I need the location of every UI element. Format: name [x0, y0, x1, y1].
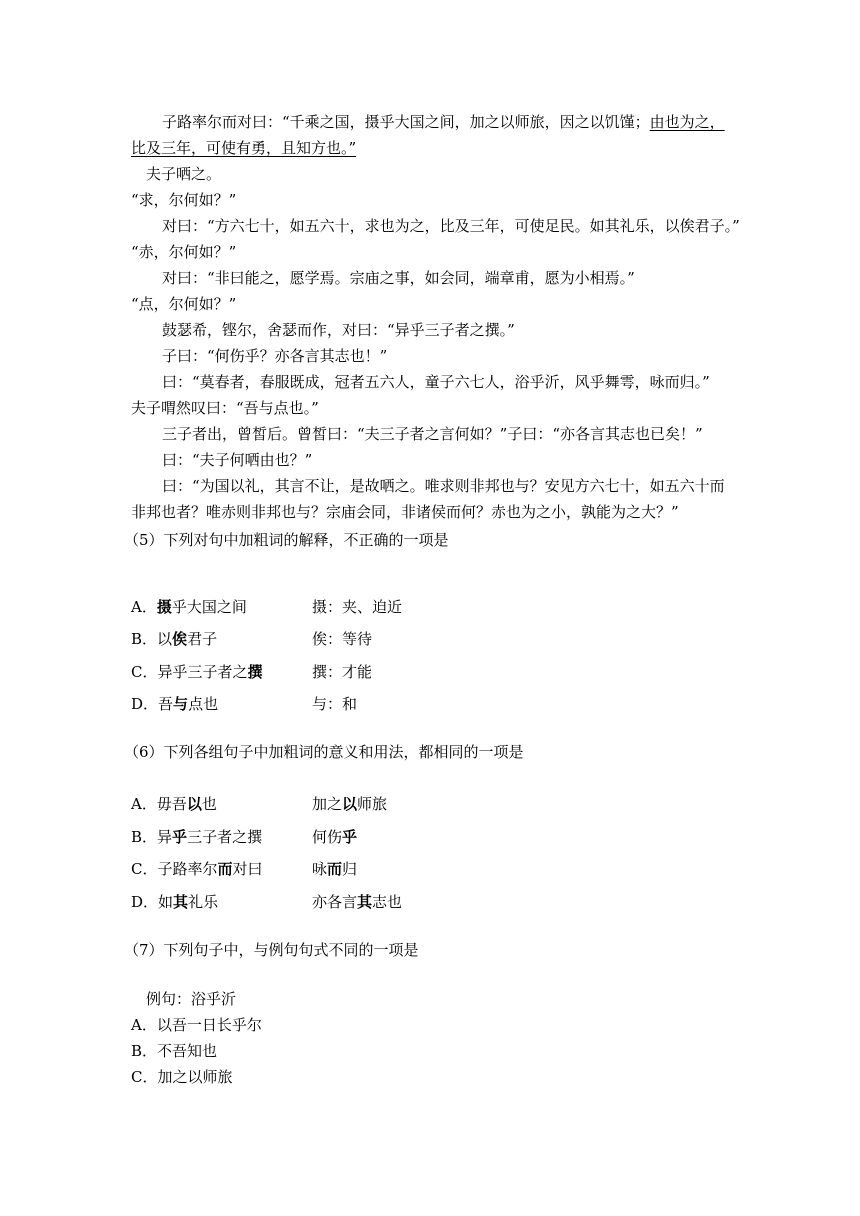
bold-word: 以 — [186, 795, 202, 813]
q7-example: 例句：浴乎沂 — [146, 990, 237, 1008]
passage-text: 子路率尔而对曰：“千乘之国，摄乎大国之间，加之以师旅，因之以饥馑； — [162, 113, 650, 131]
q5-option-d-explanation: 与：和 — [312, 695, 358, 713]
q5-option-a-explanation: 摄：夹、迫近 — [312, 598, 403, 616]
q6-option-d-right: 亦各言其志也 — [312, 893, 403, 911]
q5-option-d: D．吾与点也 — [131, 695, 219, 713]
bold-word: 与 — [173, 695, 189, 713]
q7-option-c: C．加之以师旅 — [131, 1068, 233, 1086]
q6-option-b: B．异乎三子者之撰 — [131, 828, 263, 846]
q5-option-b: B．以俟君子 — [131, 630, 218, 648]
q5-option-b-explanation: 俟：等待 — [312, 630, 373, 648]
bold-word: 以 — [342, 795, 358, 813]
question-6-stem: （6）下列各组句子中加粗词的意义和用法，都相同的一项是 — [124, 743, 524, 761]
q6-option-a-right: 加之以师旅 — [312, 795, 388, 813]
q6-option-c: C．子路率尔而对曰 — [131, 860, 263, 878]
passage-line-9: 鼓瑟希，铿尔，舍瑟而作，对曰：“异乎三子者之撰。” — [162, 321, 515, 339]
q6-option-d: D．如其礼乐 — [131, 893, 219, 911]
passage-line-7: 对曰：“非曰能之，愿学焉。宗庙之事，如会同，端章甫，愿为小相焉。” — [162, 269, 635, 287]
bold-word: 其 — [357, 893, 373, 911]
bold-word: 乎 — [342, 828, 358, 846]
q6-option-a: A．毋吾以也 — [131, 795, 217, 813]
passage-line-14: 曰：“夫子何哂由也？” — [162, 451, 313, 469]
q7-option-b: B．不吾知也 — [131, 1042, 218, 1060]
bold-word: 其 — [173, 893, 189, 911]
passage-line-15: 曰：“为国以礼，其言不让，是故哂之。唯求则非邦也与？安见方六七十，如五六十而 — [162, 477, 725, 495]
bold-word: 俟 — [172, 630, 188, 648]
q6-option-b-right: 何伤乎 — [312, 828, 358, 846]
question-5-stem: （5）下列对句中加粗词的解释，不正确的一项是 — [124, 531, 449, 549]
passage-line-13: 三子者出，曾皙后。曾皙曰：“夫三子者之言何如？”子曰：“亦各言其志也已矣！” — [162, 425, 703, 443]
bold-word: 撰 — [247, 663, 263, 681]
passage-line-12: 夫子喟然叹曰：“吾与点也。” — [131, 399, 319, 417]
passage-line-4: “求，尔何如？” — [131, 191, 237, 209]
bold-word: 乎 — [172, 828, 188, 846]
bold-word: 摄 — [156, 598, 172, 616]
passage-line-3: 夫子哂之。 — [146, 165, 222, 183]
bold-word: 而 — [327, 860, 343, 878]
q5-option-c: C．异乎三子者之撰 — [131, 663, 263, 681]
q7-option-a: A．以吾一日长乎尔 — [131, 1016, 262, 1034]
q6-option-c-right: 咏而归 — [312, 860, 358, 878]
underlined-text: 由也为之， — [649, 113, 725, 131]
passage-line-6: “赤，尔何如？” — [131, 243, 237, 261]
passage-line-10: 子曰：“何伤乎？亦各言其志也！” — [162, 347, 388, 365]
question-7-stem: （7）下列句子中，与例句句式不同的一项是 — [124, 941, 419, 959]
q5-option-a: A．摄乎大国之间 — [131, 598, 247, 616]
passage-line-8: “点，尔何如？” — [131, 295, 237, 313]
q5-option-c-explanation: 撰：才能 — [312, 663, 373, 681]
passage-line-11: 曰：“莫春者，春服既成，冠者五六人，童子六七人，浴乎沂，风乎舞雩，咏而归。” — [162, 373, 710, 391]
passage-line-1 — [162, 112, 725, 132]
bold-word: 而 — [217, 860, 233, 878]
passage-line-2: 比及三年，可使有勇，且知方也。” — [131, 139, 357, 157]
passage-line-16: 非邦也者？唯赤则非邦也与？宗庙会同，非诸侯而何？赤也为之小，孰能为之大？” — [131, 503, 679, 521]
passage-line-5: 对曰：“方六七十，如五六十，求也为之，比及三年，可使足民。如其礼乐，以俟君子。” — [162, 217, 740, 235]
